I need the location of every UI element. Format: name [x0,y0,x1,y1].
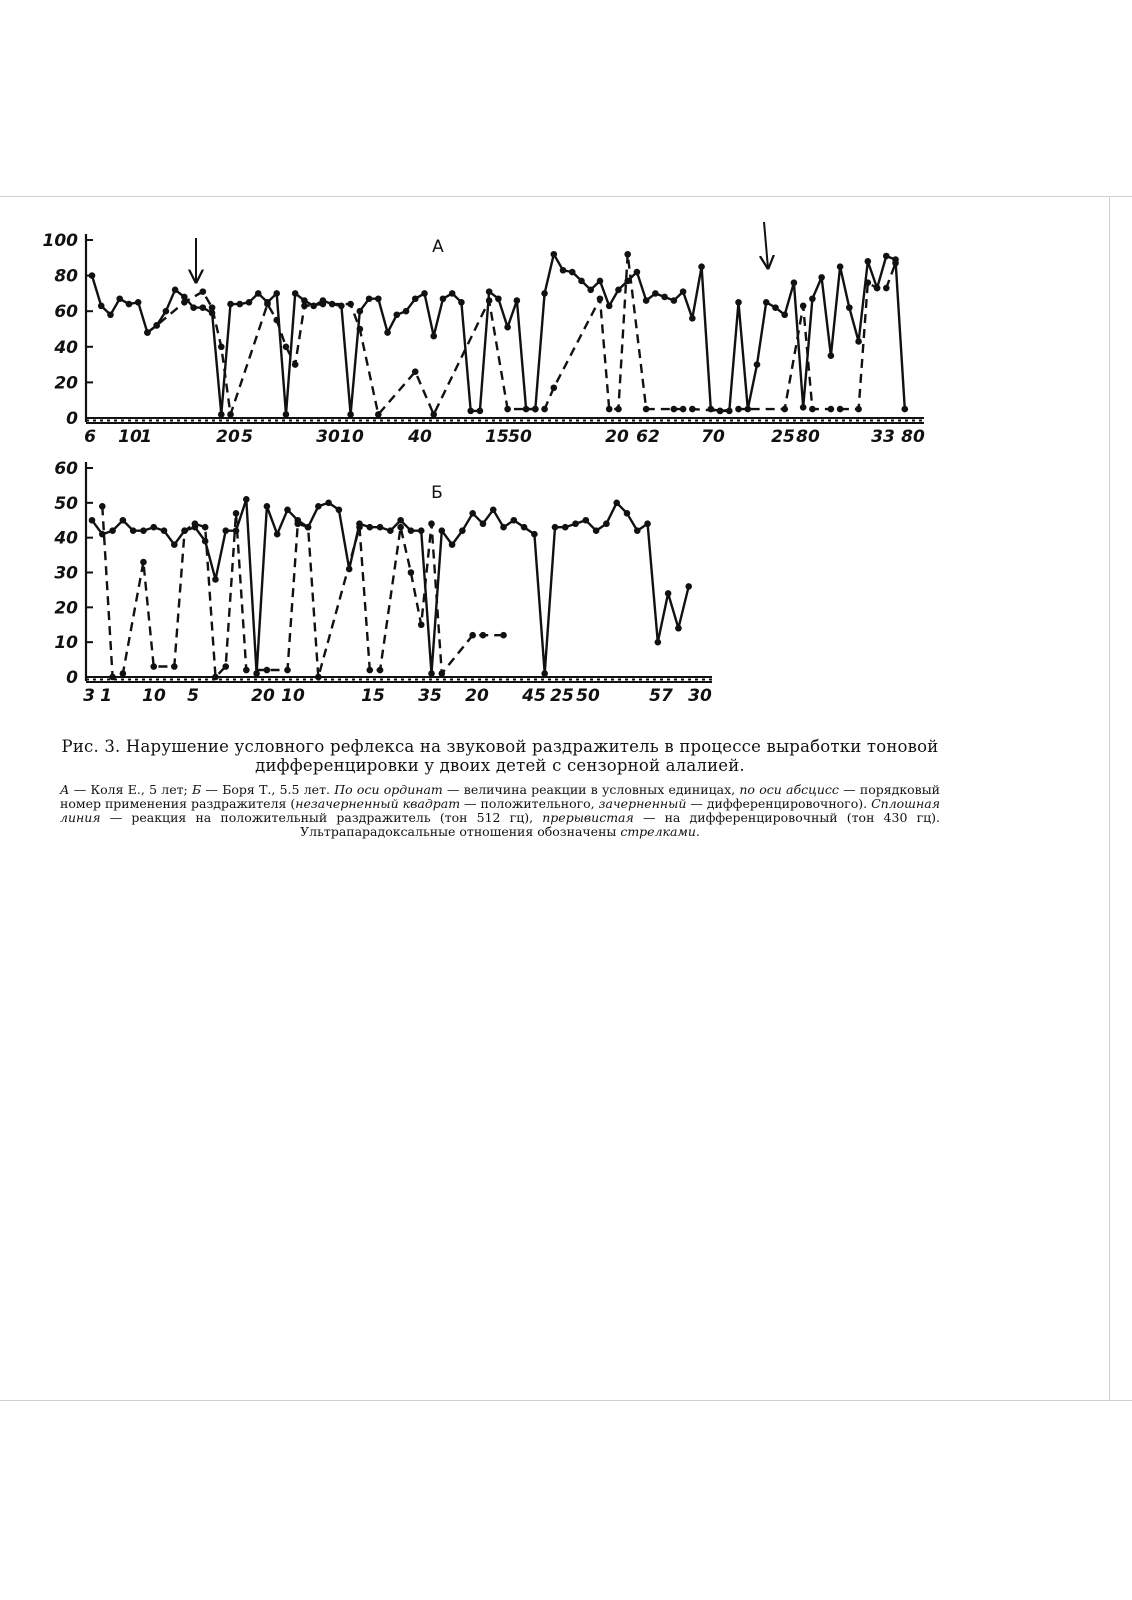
point-positive [603,520,610,527]
point-differentiation [800,303,807,310]
point-positive [606,303,613,310]
point-positive [246,299,253,306]
x-tick-label: 45 [522,686,546,706]
y-tick-label: 30 [54,563,78,584]
point-differentiation [366,667,373,674]
point-differentiation [202,524,209,531]
x-tick-label: 70 [701,427,725,447]
point-differentiation [550,384,557,391]
point-positive [634,527,641,534]
point-differentiation [717,408,724,415]
point-positive [89,272,96,279]
point-differentiation [606,406,613,413]
point-positive [459,527,466,534]
point-positive [800,404,807,411]
x-tick-label: 33 [871,427,895,447]
figure-caption-note [60,783,940,839]
x-tick-label: 10 [118,427,142,447]
point-differentiation [500,632,507,639]
point-positive [486,288,493,295]
caption-note-part: стрелками [620,824,696,839]
point-positive [597,278,604,285]
point-positive [292,290,299,297]
y-tick-label: 20 [54,598,78,619]
point-differentiation [874,285,881,292]
caption-note-part: — реакция на положительный раздражитель (тон 512 гц), [100,810,543,825]
point-differentiation [209,304,216,311]
point-positive [514,297,521,304]
point-positive [480,520,487,527]
point-positive [846,304,853,311]
point-differentiation [140,559,147,566]
point-positive [163,308,170,315]
point-differentiation [412,368,419,375]
panel-label: Б [431,483,443,503]
point-positive [347,411,354,418]
point-positive [541,290,548,297]
point-positive [552,524,559,531]
point-positive [126,301,133,308]
point-positive [511,517,518,524]
point-positive [634,269,641,276]
point-differentiation [181,527,188,534]
point-differentiation [181,299,188,306]
ultraparadox-arrow [764,222,768,268]
point-positive [680,288,687,295]
point-differentiation [283,344,290,351]
point-positive [685,583,692,590]
point-positive [421,290,428,297]
point-differentiation [273,317,280,324]
point-positive [865,258,872,265]
point-differentiation [486,297,493,304]
x-tick-label: 3 [83,686,95,706]
point-positive [504,324,511,331]
caption-note-part: А [60,782,70,797]
point-differentiation [120,670,127,677]
point-differentiation [150,663,157,670]
point-positive [665,590,672,597]
point-positive [477,408,484,415]
point-positive [190,304,197,311]
point-positive [624,510,631,517]
point-differentiation [541,406,548,413]
point-differentiation [109,674,116,681]
y-tick-label: 10 [54,633,78,654]
point-positive [644,520,651,527]
point-positive [560,267,567,274]
caption-note-part: прерывистая [542,810,634,825]
x-tick-label: 10 [340,427,364,447]
point-positive [120,517,127,524]
point-differentiation [469,632,476,639]
point-positive [274,531,281,538]
point-positive [222,527,229,534]
y-tick-label: 40 [54,528,78,549]
point-differentiation [375,411,382,418]
point-differentiation [781,406,788,413]
point-differentiation [643,406,650,413]
x-tick-label: 15 [485,427,509,447]
point-positive [828,352,835,359]
point-differentiation [597,295,604,302]
x-tick-label: 20 [465,686,489,706]
x-tick-label: 50 [508,427,532,447]
point-differentiation [171,663,178,670]
point-differentiation [480,632,487,639]
point-positive [763,299,770,306]
point-differentiation [315,674,322,681]
point-differentiation [828,406,835,413]
point-positive [284,507,291,514]
point-positive [236,301,243,308]
x-tick-label: 6 [84,427,96,447]
point-positive [495,295,502,302]
panel-b [53,459,712,706]
point-positive [569,269,576,276]
point-differentiation [680,406,687,413]
x-tick-label: 1 [100,686,112,706]
point-differentiation [809,406,816,413]
point-positive [550,251,557,258]
caption-note-part: — положительного, [460,796,599,811]
point-positive [531,531,538,538]
point-positive [735,299,742,306]
panel-label: А [432,237,444,257]
point-differentiation [233,510,240,517]
point-differentiation [408,569,415,576]
caption-note-part: — порядковый номер применения раздражителя ( [60,782,940,811]
point-differentiation [615,406,622,413]
point-positive [449,541,456,548]
x-tick-label: 5 [241,427,253,447]
point-differentiation [99,503,106,510]
point-positive [357,308,364,315]
point-differentiation [438,670,445,677]
point-positive [264,503,271,510]
point-differentiation [855,406,862,413]
point-differentiation [356,524,363,531]
point-positive [661,294,668,301]
point-positive [671,297,678,304]
y-tick-label: 0 [66,409,78,429]
point-positive [253,670,260,677]
point-positive [135,299,142,306]
point-positive [583,517,590,524]
x-tick-label: 80 [796,427,820,447]
caption-note-part: незачерненный квадрат [295,796,461,811]
point-positive [781,311,788,318]
point-differentiation [264,667,271,674]
point-positive [384,329,391,336]
y-tick-label: 60 [54,459,78,479]
point-positive [412,295,419,302]
point-positive [440,295,447,302]
x-tick-label: 20 [605,427,629,447]
point-positive [655,639,662,646]
x-tick-label: 25 [771,427,795,447]
x-tick-label: 10 [281,686,305,706]
point-differentiation [624,251,631,258]
caption-note-part: По оси ординат [334,782,443,797]
point-differentiation [418,621,425,628]
point-positive [227,301,234,308]
point-positive [578,278,585,285]
point-positive [336,507,343,514]
point-differentiation [320,301,327,308]
point-positive [772,304,779,311]
series-line-positive [92,254,905,414]
point-differentiation [689,406,696,413]
point-differentiation [428,520,435,527]
point-differentiation [264,301,271,308]
caption-note-part: — Боря Т., 5.5 лет. [201,782,335,797]
point-differentiation [212,674,219,681]
point-positive [418,527,425,534]
point-positive [212,576,219,583]
point-positive [116,295,123,302]
point-differentiation [357,326,364,333]
point-positive [652,290,659,297]
point-positive [698,263,705,270]
y-tick-label: 80 [54,266,78,287]
point-positive [255,290,262,297]
caption-note-part: зачерненный [598,796,687,811]
x-tick-label: 20 [251,686,275,706]
point-positive [98,303,105,310]
point-differentiation [243,667,250,674]
point-positive [430,333,437,340]
y-tick-label: 40 [54,337,78,358]
point-positive [490,507,497,514]
point-differentiation [294,520,301,527]
point-positive [403,308,410,315]
point-positive [172,287,179,294]
caption-note-part: Б [192,782,202,797]
point-differentiation [532,406,539,413]
point-positive [283,411,290,418]
x-tick-label: 1 [140,427,152,447]
point-positive [366,524,373,531]
x-tick-label: 40 [408,427,432,447]
x-tick-label: 62 [636,427,660,447]
series-line-differentiation [147,254,895,414]
point-differentiation [837,406,844,413]
x-tick-label: 50 [576,686,600,706]
caption-note-part: — величина реакции в условных единицах, [442,782,740,797]
point-differentiation [305,524,312,531]
point-positive [397,517,404,524]
point-positive [587,287,594,294]
figure [0,0,1132,740]
point-differentiation [892,260,899,267]
point-positive [791,279,798,286]
point-positive [744,406,751,413]
point-positive [393,311,400,318]
point-positive [109,527,116,534]
point-differentiation [671,406,678,413]
point-differentiation [347,301,354,308]
point-positive [107,311,114,318]
x-tick-label: 80 [901,427,925,447]
point-positive [615,287,622,294]
x-tick-label: 5 [187,686,199,706]
point-positive [901,406,908,413]
point-positive [161,527,168,534]
point-differentiation [192,520,199,527]
y-tick-label: 20 [54,373,78,394]
point-positive [449,290,456,297]
point-positive [377,524,384,531]
point-positive [572,520,579,527]
figure-caption-title: Рис. 3. Нарушение условного рефлекса на звуковой раздражитель в процессе выработки тоновой дифференцировки у двоих детей с сензорной алалией. [61,737,939,775]
point-differentiation [292,361,299,368]
point-positive [273,290,280,297]
point-differentiation [284,667,291,674]
point-positive [562,524,569,531]
caption-note-part: — на дифференцировочный (тон 430 гц). Ультрапарадоксальные отношения обозначены [300,810,941,839]
point-differentiation [735,406,742,413]
x-tick-label: 30 [316,427,340,447]
point-positive [218,411,225,418]
point-differentiation [218,344,225,351]
point-differentiation [865,279,872,286]
point-positive [541,670,548,677]
point-positive [689,315,696,322]
point-positive [754,361,761,368]
point-positive [467,408,474,415]
y-tick-label: 100 [42,231,78,251]
point-positive [428,670,435,677]
point-positive [171,541,178,548]
y-tick-label: 50 [54,493,78,514]
x-tick-label: 15 [361,686,385,706]
x-tick-label: 35 [418,686,442,706]
point-differentiation [377,667,384,674]
caption-note-part: — дифференцировочного). [686,796,872,811]
y-tick-label: 60 [54,302,78,323]
point-positive [325,500,332,507]
point-positive [523,406,530,413]
point-positive [130,527,137,534]
y-tick-label: 0 [66,668,78,688]
caption-note-part: Сплошная линия [60,796,940,825]
point-differentiation [144,329,151,336]
point-positive [243,496,250,503]
point-positive [89,517,96,524]
x-tick-label: 20 [216,427,240,447]
point-positive [613,500,620,507]
point-positive [408,527,415,534]
point-positive [521,524,528,531]
caption-note-part: — Коля Е., 5 лет; [69,782,193,797]
caption-note-part: . [695,824,700,839]
point-positive [150,524,157,531]
x-tick-label: 10 [142,686,166,706]
point-differentiation [397,524,404,531]
point-positive [438,527,445,534]
page-bottom-rule [0,1400,1132,1401]
point-positive [818,274,825,281]
point-differentiation [222,663,229,670]
point-positive [500,524,507,531]
point-positive [315,503,322,510]
point-positive [200,304,207,311]
caption-note-part: по оси абсцисс [739,782,839,797]
point-differentiation [504,406,511,413]
point-differentiation [301,303,308,310]
point-differentiation [153,322,160,329]
point-positive [375,295,382,302]
point-differentiation [883,285,890,292]
point-positive [387,527,394,534]
point-positive [837,263,844,270]
point-positive [643,297,650,304]
point-positive [855,338,862,345]
point-positive [809,295,816,302]
point-positive [366,295,373,302]
point-positive [675,625,682,632]
x-tick-label: 25 [550,686,574,706]
point-positive [458,299,465,306]
point-positive [140,527,147,534]
x-tick-label: 57 [649,686,673,706]
panel-a [43,222,925,447]
point-positive [593,527,600,534]
point-differentiation [430,411,437,418]
point-positive [883,253,890,260]
point-differentiation [200,288,207,295]
point-positive [469,510,476,517]
point-differentiation [227,411,234,418]
x-tick-label: 30 [688,686,712,706]
